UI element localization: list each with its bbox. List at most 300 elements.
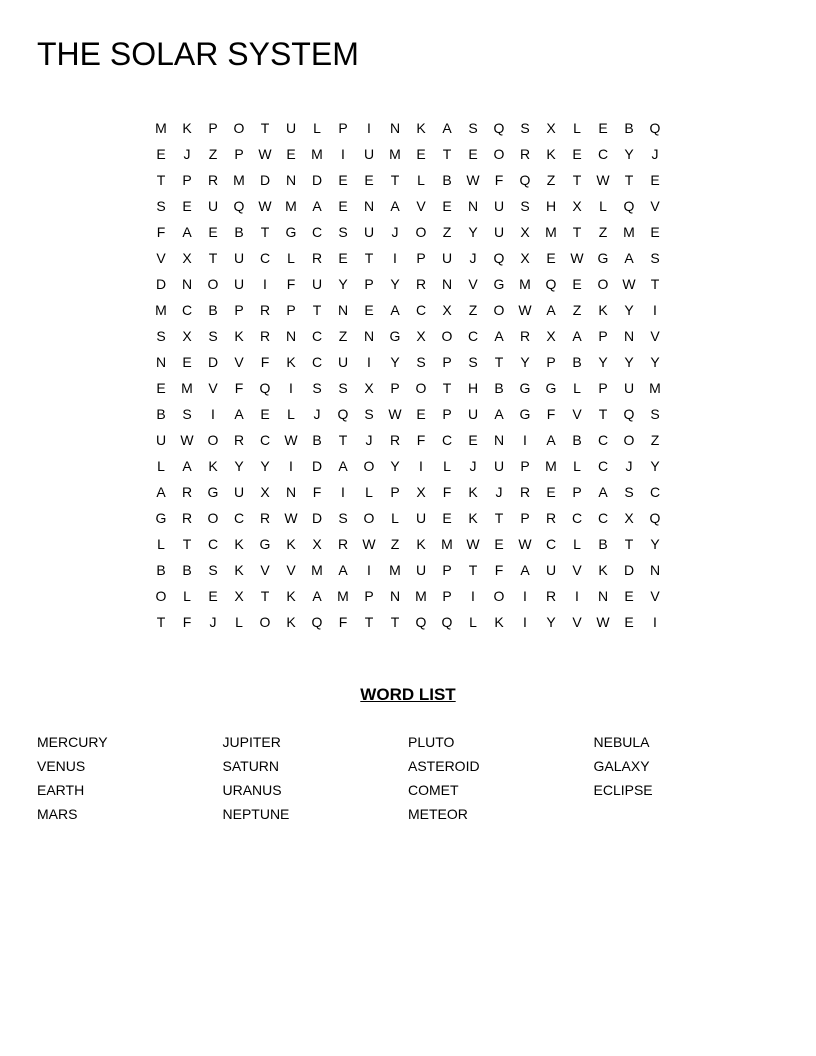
grid-letter: L	[417, 172, 425, 188]
grid-letter: M	[415, 588, 427, 604]
grid-letter: N	[285, 172, 297, 188]
grid-letter: V	[286, 562, 296, 578]
grid-letter: T	[338, 432, 348, 448]
grid-letter: L	[313, 120, 321, 136]
grid-letter: R	[389, 432, 401, 448]
grid-letter: K	[286, 354, 296, 370]
grid-letter: P	[182, 172, 192, 188]
grid-letter: C	[207, 536, 219, 552]
grid-letter: W	[258, 146, 272, 162]
grid-letter: Y	[520, 354, 530, 370]
grid-letter: K	[286, 588, 296, 604]
grid-letter: R	[181, 484, 193, 500]
grid-letter: A	[624, 250, 634, 266]
grid-letter: C	[311, 354, 323, 370]
grid-letter: T	[390, 614, 400, 630]
grid-letter: U	[545, 562, 557, 578]
grid-letter: Z	[208, 146, 218, 162]
grid-letter: W	[466, 536, 480, 552]
grid-letter: E	[624, 614, 634, 630]
grid-letter: U	[233, 276, 245, 292]
letter-grid	[148, 115, 668, 635]
grid-letter: L	[235, 614, 243, 630]
grid-letter: A	[234, 406, 244, 422]
grid-letter: R	[545, 588, 557, 604]
grid-letter: E	[208, 588, 218, 604]
grid-letter: A	[312, 588, 322, 604]
grid-letter: A	[390, 198, 400, 214]
grid-letter: I	[653, 614, 657, 630]
grid-letter: Q	[259, 380, 271, 396]
word-list-item: PLUTO	[408, 734, 455, 750]
grid-letter: U	[233, 484, 245, 500]
grid-letter: K	[598, 302, 608, 318]
grid-letter: V	[572, 614, 582, 630]
grid-letter: X	[260, 484, 270, 500]
grid-letter: V	[260, 562, 270, 578]
grid-letter: M	[155, 302, 167, 318]
grid-letter: C	[597, 510, 609, 526]
grid-letter: I	[341, 484, 345, 500]
word-list-item: EARTH	[37, 782, 85, 798]
grid-letter: U	[467, 406, 479, 422]
grid-letter: A	[546, 432, 556, 448]
grid-letter: P	[234, 302, 244, 318]
grid-letter: Y	[650, 354, 660, 370]
grid-letter: B	[442, 172, 452, 188]
grid-letter: X	[182, 328, 192, 344]
grid-letter: T	[156, 614, 166, 630]
grid-letter: K	[208, 458, 218, 474]
grid-letter: W	[596, 172, 610, 188]
grid-letter: C	[259, 250, 271, 266]
page-title: THE SOLAR SYSTEM	[37, 36, 359, 72]
grid-letter: L	[573, 380, 581, 396]
grid-letter: O	[415, 380, 427, 396]
grid-letter: L	[365, 484, 373, 500]
grid-letter: V	[650, 198, 660, 214]
grid-letter: F	[494, 562, 504, 578]
word-list-item: ASTEROID	[408, 758, 480, 774]
grid-letter: K	[468, 484, 478, 500]
grid-letter: E	[286, 146, 296, 162]
grid-letter: M	[181, 380, 193, 396]
grid-letter: O	[441, 328, 453, 344]
grid-letter: I	[393, 250, 397, 266]
grid-letter: U	[441, 250, 453, 266]
grid-letter: N	[649, 562, 661, 578]
grid-letter: I	[263, 276, 267, 292]
grid-letter: K	[286, 536, 296, 552]
grid-letter: L	[157, 458, 165, 474]
grid-letter: U	[311, 276, 323, 292]
grid-letter: B	[182, 562, 192, 578]
grid-letter: A	[390, 302, 400, 318]
grid-letter: L	[287, 250, 295, 266]
grid-letter: N	[285, 484, 297, 500]
grid-letter: P	[364, 588, 374, 604]
grid-letter: Y	[468, 224, 478, 240]
grid-letter: Q	[441, 614, 453, 630]
grid-letter: L	[391, 510, 399, 526]
word-list-heading: WORD LIST	[360, 685, 456, 704]
grid-letter: W	[466, 172, 480, 188]
word-list-item: METEOR	[408, 806, 468, 822]
grid-letter: O	[363, 510, 375, 526]
grid-letter: E	[546, 484, 556, 500]
grid-letter: L	[183, 588, 191, 604]
grid-letter: N	[389, 120, 401, 136]
grid-letter: T	[624, 536, 634, 552]
grid-letter: D	[311, 458, 323, 474]
grid-letter: K	[416, 536, 426, 552]
grid-letter: S	[156, 328, 166, 344]
grid-letter: I	[575, 588, 579, 604]
grid-letter: I	[211, 406, 215, 422]
grid-letter: E	[442, 510, 452, 526]
grid-letter: C	[597, 146, 609, 162]
grid-letter: K	[234, 536, 244, 552]
grid-letter: Y	[546, 614, 556, 630]
grid-letter: L	[443, 458, 451, 474]
grid-letter: I	[523, 588, 527, 604]
grid-letter: P	[546, 354, 556, 370]
grid-letter: D	[311, 510, 323, 526]
grid-letter: A	[442, 120, 452, 136]
word-list-item: MERCURY	[37, 734, 108, 750]
grid-letter: Y	[598, 354, 608, 370]
grid-letter: B	[234, 224, 244, 240]
grid-letter: Y	[650, 536, 660, 552]
grid-letter: I	[653, 302, 657, 318]
grid-letter: S	[468, 120, 478, 136]
grid-letter: V	[416, 198, 426, 214]
grid-letter: R	[259, 302, 271, 318]
grid-letter: B	[572, 354, 582, 370]
grid-letter: R	[259, 510, 271, 526]
grid-letter: G	[389, 328, 401, 344]
grid-letter: L	[573, 536, 581, 552]
grid-letter: X	[416, 328, 426, 344]
grid-letter: K	[234, 562, 244, 578]
grid-letter: E	[338, 172, 348, 188]
grid-letter: E	[364, 172, 374, 188]
grid-letter: A	[520, 562, 530, 578]
grid-letter: I	[289, 458, 293, 474]
grid-letter: C	[311, 328, 323, 344]
grid-letter: C	[649, 484, 661, 500]
grid-letter: F	[234, 380, 244, 396]
word-list-item: MARS	[37, 806, 78, 822]
grid-letter: V	[572, 406, 582, 422]
grid-letter: T	[572, 224, 582, 240]
grid-letter: C	[181, 302, 193, 318]
grid-letter: K	[286, 614, 296, 630]
word-list-item: VENUS	[37, 758, 86, 774]
grid-letter: W	[284, 432, 298, 448]
grid-letter: Q	[519, 172, 531, 188]
grid-letter: Z	[338, 328, 348, 344]
grid-letter: O	[493, 588, 505, 604]
grid-letter: R	[519, 484, 531, 500]
grid-letter: U	[623, 380, 635, 396]
grid-letter: Z	[650, 432, 660, 448]
grid-letter: E	[338, 250, 348, 266]
grid-letter: Q	[623, 406, 635, 422]
grid-letter: N	[155, 354, 167, 370]
grid-letter: E	[650, 224, 660, 240]
grid-letter: I	[367, 354, 371, 370]
grid-letter: Z	[546, 172, 556, 188]
grid-letter: S	[520, 120, 530, 136]
grid-letter: W	[362, 536, 376, 552]
grid-letter: L	[573, 458, 581, 474]
grid-letter: X	[312, 536, 322, 552]
grid-letter: E	[338, 198, 348, 214]
grid-letter: V	[234, 354, 244, 370]
grid-letter: R	[415, 276, 427, 292]
grid-letter: E	[494, 536, 504, 552]
grid-letter: C	[597, 432, 609, 448]
grid-letter: Y	[390, 276, 400, 292]
grid-letter: I	[289, 380, 293, 396]
word-list-item: ECLIPSE	[593, 782, 653, 798]
grid-letter: F	[442, 484, 452, 500]
grid-letter: X	[182, 250, 192, 266]
grid-letter: T	[260, 120, 270, 136]
grid-letter: R	[181, 510, 193, 526]
grid-letter: J	[469, 250, 477, 266]
grid-letter: G	[259, 536, 271, 552]
grid-letter: T	[390, 172, 400, 188]
grid-letter: C	[467, 328, 479, 344]
grid-letter: O	[493, 302, 505, 318]
grid-letter: M	[519, 276, 531, 292]
grid-letter: W	[518, 536, 532, 552]
grid-letter: G	[519, 380, 531, 396]
grid-letter: N	[285, 328, 297, 344]
grid-letter: A	[572, 328, 582, 344]
grid-letter: E	[156, 146, 166, 162]
grid-letter: J	[313, 406, 321, 422]
grid-letter: K	[416, 120, 426, 136]
grid-letter: T	[442, 380, 452, 396]
grid-letter: P	[364, 276, 374, 292]
grid-letter: S	[156, 198, 166, 214]
grid-letter: T	[156, 172, 166, 188]
grid-letter: L	[599, 198, 607, 214]
grid-letter: P	[416, 250, 426, 266]
grid-letter: Z	[468, 302, 478, 318]
grid-letter: V	[572, 562, 582, 578]
grid-letter: M	[389, 146, 401, 162]
grid-letter: O	[233, 120, 245, 136]
grid-letter: P	[390, 484, 400, 500]
word-list-item: GALAXY	[593, 758, 650, 774]
grid-letter: B	[312, 432, 322, 448]
grid-letter: Q	[623, 198, 635, 214]
grid-letter: E	[572, 146, 582, 162]
grid-letter: L	[157, 536, 165, 552]
grid-letter: E	[208, 224, 218, 240]
grid-letter: R	[519, 328, 531, 344]
grid-letter: D	[155, 276, 167, 292]
grid-letter: F	[260, 354, 270, 370]
grid-letter: O	[155, 588, 167, 604]
grid-letter: O	[415, 224, 427, 240]
grid-letter: Y	[650, 458, 660, 474]
grid-letter: N	[597, 588, 609, 604]
grid-letter: S	[650, 406, 660, 422]
grid-letter: V	[650, 328, 660, 344]
grid-letter: E	[182, 198, 192, 214]
grid-letter: Q	[649, 120, 661, 136]
grid-letter: L	[573, 120, 581, 136]
word-list-column	[408, 730, 594, 826]
grid-letter: U	[233, 250, 245, 266]
grid-letter: Z	[390, 536, 400, 552]
grid-letter: Z	[442, 224, 452, 240]
grid-letter: I	[367, 562, 371, 578]
grid-letter: X	[234, 588, 244, 604]
grid-letter: Y	[624, 146, 634, 162]
grid-letter: P	[208, 120, 218, 136]
grid-letter: N	[441, 276, 453, 292]
grid-letter: S	[182, 406, 192, 422]
grid-letter: U	[415, 510, 427, 526]
grid-letter: T	[364, 250, 374, 266]
grid-letter: S	[338, 510, 348, 526]
grid-letter: F	[416, 432, 426, 448]
grid-letter: S	[312, 380, 322, 396]
grid-letter: T	[260, 224, 270, 240]
grid-letter: A	[598, 484, 608, 500]
grid-letter: Y	[624, 302, 634, 318]
grid-letter: W	[596, 614, 610, 630]
grid-letter: Q	[545, 276, 557, 292]
grid-letter: O	[597, 276, 609, 292]
grid-letter: M	[545, 224, 557, 240]
grid-letter: O	[363, 458, 375, 474]
grid-letter: M	[337, 588, 349, 604]
grid-letter: I	[523, 614, 527, 630]
grid-letter: W	[258, 198, 272, 214]
grid-letter: R	[545, 510, 557, 526]
grid-letter: U	[337, 354, 349, 370]
grid-letter: C	[571, 510, 583, 526]
grid-letter: J	[183, 146, 191, 162]
grid-letter: Y	[624, 354, 634, 370]
grid-letter: M	[285, 198, 297, 214]
grid-letter: U	[493, 224, 505, 240]
grid-letter: F	[546, 406, 556, 422]
word-list-item: SATURN	[222, 758, 280, 774]
grid-letter: U	[493, 198, 505, 214]
grid-letter: K	[182, 120, 192, 136]
grid-letter: U	[155, 432, 167, 448]
grid-letter: M	[389, 562, 401, 578]
grid-letter: U	[415, 562, 427, 578]
grid-letter: B	[156, 562, 166, 578]
grid-letter: Y	[260, 458, 270, 474]
grid-letter: M	[311, 562, 323, 578]
grid-letter: S	[416, 354, 426, 370]
grid-letter: D	[207, 354, 219, 370]
grid-letter: J	[391, 224, 399, 240]
grid-letter: X	[442, 302, 452, 318]
grid-letter: W	[388, 406, 402, 422]
grid-letter: T	[208, 250, 218, 266]
grid-letter: L	[287, 406, 295, 422]
grid-letter: P	[442, 354, 452, 370]
grid-letter: G	[493, 276, 505, 292]
grid-letter: T	[364, 614, 374, 630]
grid-letter: B	[598, 536, 608, 552]
grid-letter: I	[419, 458, 423, 474]
grid-letter: E	[624, 588, 634, 604]
grid-letter: Y	[338, 276, 348, 292]
grid-letter: S	[520, 198, 530, 214]
grid-letter: S	[364, 406, 374, 422]
grid-letter: F	[494, 172, 504, 188]
grid-letter: C	[545, 536, 557, 552]
grid-letter: S	[468, 354, 478, 370]
word-list-column	[594, 730, 780, 826]
grid-letter: P	[234, 146, 244, 162]
grid-letter: T	[260, 588, 270, 604]
grid-letter: K	[234, 328, 244, 344]
grid-letter: A	[338, 458, 348, 474]
grid-letter: M	[545, 458, 557, 474]
grid-letter: J	[495, 484, 503, 500]
grid-letter: X	[520, 250, 530, 266]
word-list-item: JUPITER	[222, 734, 281, 750]
grid-letter: N	[363, 328, 375, 344]
grid-letter: I	[341, 146, 345, 162]
grid-letter: R	[207, 172, 219, 188]
grid-letter: C	[311, 224, 323, 240]
grid-letter: A	[182, 458, 192, 474]
grid-letter: F	[286, 276, 296, 292]
grid-letter: C	[441, 432, 453, 448]
grid-letter: U	[207, 198, 219, 214]
grid-letter: O	[207, 276, 219, 292]
grid-letter: N	[467, 198, 479, 214]
grid-letter: U	[363, 146, 375, 162]
grid-letter: S	[338, 224, 348, 240]
grid-letter: A	[182, 224, 192, 240]
grid-letter: R	[259, 328, 271, 344]
grid-letter: T	[650, 276, 660, 292]
grid-letter: Q	[311, 614, 323, 630]
grid-letter: U	[493, 458, 505, 474]
grid-letter: V	[208, 380, 218, 396]
grid-letter: M	[649, 380, 661, 396]
grid-letter: G	[285, 224, 297, 240]
grid-letter: F	[156, 224, 166, 240]
grid-letter: N	[337, 302, 349, 318]
grid-letter: F	[312, 484, 322, 500]
grid-letter: Z	[598, 224, 608, 240]
grid-letter: I	[523, 432, 527, 448]
grid-letter: Y	[390, 354, 400, 370]
grid-letter: G	[519, 406, 531, 422]
grid-letter: T	[312, 302, 322, 318]
grid-letter: B	[208, 302, 218, 318]
grid-letter: H	[467, 380, 479, 396]
grid-letter: T	[572, 172, 582, 188]
grid-letter: Q	[337, 406, 349, 422]
